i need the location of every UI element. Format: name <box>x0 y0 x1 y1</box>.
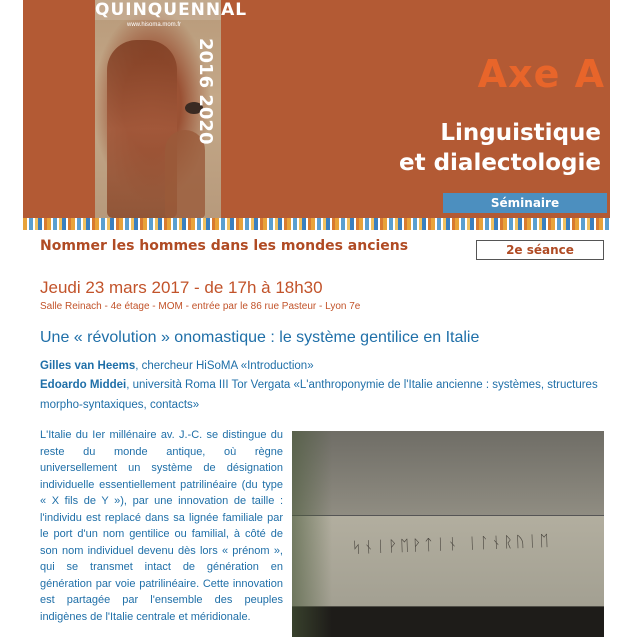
decorative-stripe <box>23 218 610 230</box>
speaker-1 <box>40 356 610 376</box>
etruscan-inscription: ᛋᚾᛁᚹᛖᚹᛏᛁᚾ ᛁᛚᚾᚱᚢᛁᛖ <box>351 531 553 557</box>
speaker-2 <box>40 375 610 415</box>
poster-image <box>95 0 248 218</box>
axe-title: Axe A <box>477 52 605 96</box>
speaker-2-name: Edoardo Middei <box>40 379 127 391</box>
poster-years: 2016 2020 <box>195 38 216 145</box>
event-place: Salle Reinach - 4e étage - MOM - entrée par le 86 rue Pasteur - Lyon 7e <box>40 301 361 312</box>
session-badge: 2e séance <box>476 240 604 260</box>
talk-title: Une « révolution » onomastique : le système gentilice en Italie <box>40 329 480 346</box>
subject-line-2: et dialectologie <box>398 150 601 176</box>
speaker-2-role: , università Roma III Tor Vergata «L'anthroponymie de l'Italie ancienne : systèmes, structures morpho-syntaxiques, contacts» <box>40 379 598 411</box>
upper-stone <box>292 431 604 516</box>
subject-line-1: Linguistique <box>440 120 601 146</box>
series-title: Nommer les hommes dans les mondes anciens <box>40 238 409 254</box>
seminaire-badge: Séminaire <box>443 193 607 213</box>
inscription-photo <box>292 431 604 637</box>
lower-shadow <box>292 607 604 637</box>
inscribed-stone <box>292 516 604 606</box>
poster-url: www.hisoma.mom.fr <box>127 22 182 28</box>
speaker-1-name: Gilles van Heems <box>40 360 136 372</box>
foliage <box>292 431 332 637</box>
speaker-1-role: , chercheur HiSoMA «Introduction» <box>135 360 314 372</box>
abstract-text: L'Italie du Ier millénaire av. J.-C. se distingue du reste du monde antique, où règne universellement un système de désignation individuelle essentiellement patrilinéaire (du type « X fils de Y »), par une innovation de taille : l'individu est replacé dans sa lignée familiale par le port d'un nom gentilice ou familial, à côté de son nom individuel devenu dès lors « prénom », qui se transmet intact de génération en génération par voie patrilinéaire. Cette innovation est partagée par l'ensemble des peuples indigènes de l'Italie centrale et méridionale. <box>40 429 283 623</box>
event-date: Jeudi 23 mars 2017 - de 17h à 18h30 <box>40 278 323 297</box>
poster-title: QUINQUENNAL <box>95 0 248 20</box>
